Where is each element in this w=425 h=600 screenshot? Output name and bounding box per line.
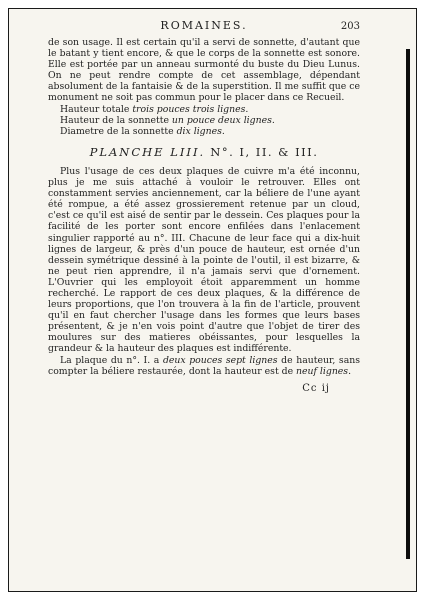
section-heading: [48, 144, 360, 159]
dimension-line: [48, 115, 360, 126]
running-title: ROMAINES.: [160, 19, 248, 32]
dimension-line: [48, 104, 360, 115]
page-header: [48, 20, 360, 37]
page-edge-shadow: [406, 49, 410, 559]
section-heading-numbers: N°. I, II. & III.: [205, 144, 319, 159]
text-run: La plaque du n°. I. a: [60, 354, 163, 366]
text-run-italic: neuf lignes: [296, 365, 349, 377]
dimension-value: dix lignes.: [176, 125, 225, 137]
paragraph-plaques: Plus l'usage de ces deux plaques de cuivre m'a été inconnu, plus je me suis attaché à vouloir le retrouver. Elles ont constamment servies anciennement, car la béliere de l'une ayant été rompue, a été assez grossierement retenue par un cloud, c'est ce qu'il est aisé de sentir par le dessein. Ces plaques pour la facilité de les porter sont encore enfilées dans l'enlacement singulier rapporté au n°. III. Chacune de leur face qui a dix-huit lignes de largeur, & près d'un pouce de hauteur, est ornée d'un dessein symétrique dessiné à la pointe de l'outil, il est bizarre, & ne peut rien apprendre, il n'a jamais servi que d'ornement. L'Ouvrier qui les employoit étoit apparemment un homme recherché. Le rapport de ces deux plaques, & la différence de leurs proportions, que l'on trouvera à la fin de l'article, prouvent qu'il en faut chercher l'usage dans les formes que leurs bases présentent, & je n'en vois point d'autre que l'objet de tirer des moulures sur des matieres obéissantes, pour lesquelles la grandeur & la hauteur des plaques est indifférente.: [48, 165, 360, 355]
section-heading-plate: PLANCHE LIII.: [89, 144, 206, 159]
dimension-line: [48, 126, 360, 137]
dimension-value: un pouce deux lignes.: [171, 114, 275, 126]
page-number: 203: [340, 21, 360, 32]
dimension-value: trois pouces trois lignes.: [132, 103, 249, 115]
dimensions-list: [48, 104, 360, 137]
dimension-label: Hauteur de la sonnette: [60, 114, 172, 126]
text-run: de hauteur, sans compter la béliere restaurée, dont la hauteur est de: [48, 354, 361, 377]
book-page: [48, 20, 360, 394]
paragraph-bell: de son usage. Il est certain qu'il a servi de sonnette, d'autant que le batant y tient encore, & que le corps de la sonnette est sonore. Elle est portée par un anneau surmonté du buste du Dieu Lunus. On ne peut rendre compte de cet assemblage, dépendant absolument de la fantaisie & de la superstition. Il me suffit que ce monument ne soit pas commun pour le placer dans ce Recueil.: [48, 37, 360, 104]
text-run-italic: deux pouces sept lignes: [162, 354, 278, 366]
dimension-label: Hauteur totale: [60, 103, 133, 115]
paragraph-dimensions: [48, 355, 360, 377]
dimension-label: Diametre de la sonnette: [60, 125, 177, 137]
signature-mark: Cc ij: [302, 382, 330, 394]
text-run: .: [348, 365, 352, 377]
